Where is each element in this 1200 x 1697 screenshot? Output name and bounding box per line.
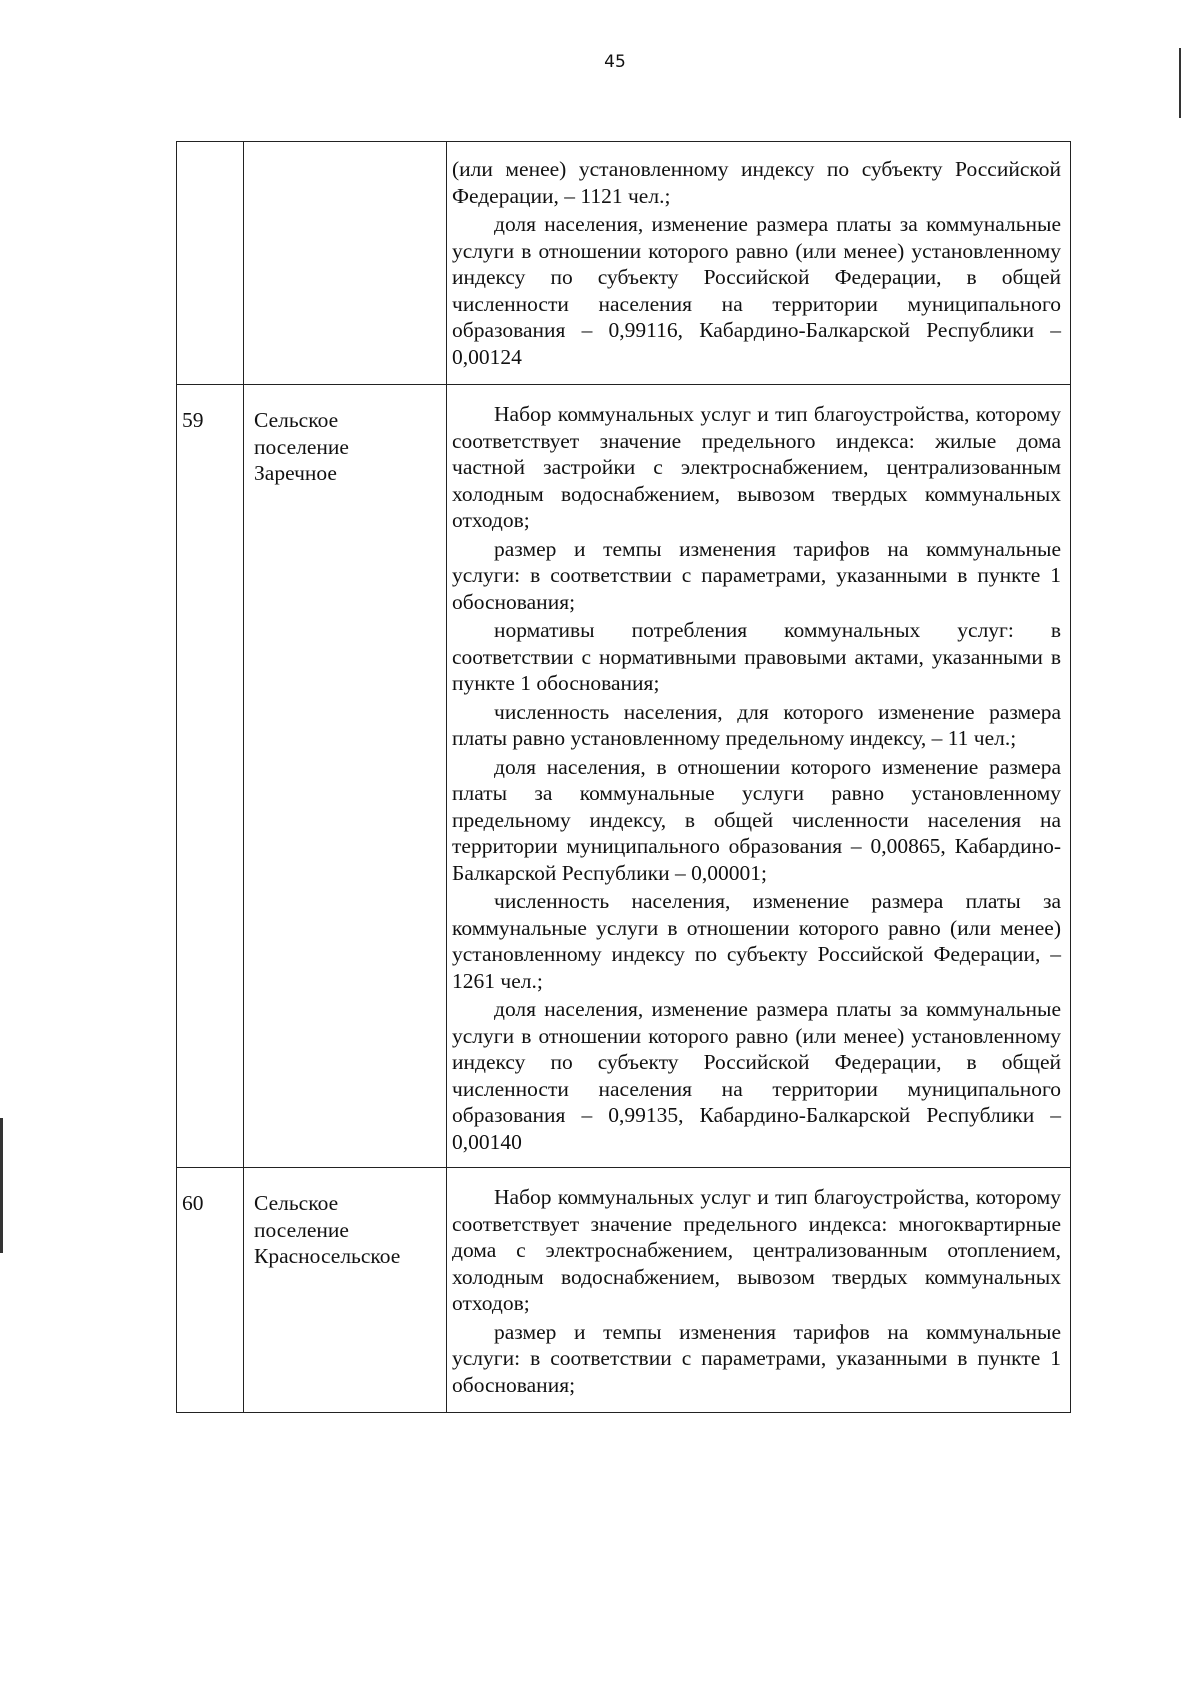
municipality-index-table	[176, 141, 1071, 1413]
municipality-name-cell	[244, 385, 447, 1168]
table-row	[177, 385, 1071, 1168]
municipality-name-line: Сельское	[254, 1191, 339, 1215]
row-number-cell: 60	[177, 1168, 244, 1413]
table-row	[177, 1168, 1071, 1413]
parameters-cell	[447, 1168, 1071, 1413]
parameter-paragraph: размер и темпы изменения тарифов на коммунальные услуги: в соответствии с параметрами, указанными в пункте 1 обоснования;	[452, 536, 1061, 614]
parameter-paragraph: нормативы потребления коммунальных услуг: в соответствии с нормативными правовыми актами, указанными в пункте 1 обоснования;	[452, 618, 1061, 695]
parameters-cell	[447, 142, 1071, 385]
parameter-paragraph: (или менее) установленному индексу по субъекту Российской Федерации, – 1121 чел.;	[452, 157, 1061, 208]
parameter-paragraph: доля населения, изменение размера платы за коммунальные услуги в отношении которого равно (или менее) установленному индексу по субъекту Российской Федерации, в общей численности населения на территории муниципального образования – 0,99135, Кабардино-Балкарской Республики – 0,00140	[452, 997, 1061, 1154]
table-row	[177, 142, 1071, 385]
municipality-name-line: Заречное	[254, 461, 337, 485]
parameters-cell	[447, 385, 1071, 1168]
parameter-paragraph: доля населения, изменение размера платы за коммунальные услуги в отношении которого равно (или менее) установленному индексу по субъекту Российской Федерации, в общей численности населения на территории муниципального образования – 0,99116, Кабардино-Балкарской Республики – 0,00124	[452, 212, 1061, 369]
row-number-cell: 59	[177, 385, 244, 1168]
municipality-name-line: Красносельское	[254, 1244, 401, 1268]
municipality-name-cell	[244, 1168, 447, 1413]
row-number-cell	[177, 142, 244, 385]
parameter-paragraph: размер и темпы изменения тарифов на коммунальные услуги: в соответствии с параметрами, указанными в пункте 1 обоснования;	[452, 1319, 1061, 1397]
parameter-paragraph: численность населения, для которого изменение размера платы равно установленному предельному индексу, – 11 чел.;	[452, 699, 1061, 750]
parameter-paragraph: численность населения, изменение размера платы за коммунальные услуги в отношении которого равно (или менее) установленному индексу по субъекту Российской Федерации, – 1261 чел.;	[452, 889, 1061, 993]
municipality-name-line: поселение	[254, 434, 349, 459]
parameter-paragraph: доля населения, в отношении которого изменение размера платы за коммунальные услуги равно установленному предельному индексу, в общей численности населения на территории муниципального образования – 0,00865, Кабардино-Балкарской Республики – 0,00001;	[452, 754, 1061, 885]
page-number: 45	[604, 52, 626, 72]
municipality-name-line: поселение	[254, 1217, 349, 1242]
scan-edge-mark-left	[0, 1118, 3, 1253]
parameter-paragraph: Набор коммунальных услуг и тип благоустройства, которому соответствует значение предельного индекса: многоквартирные дома с электроснабжением, централизованным отоплением, холодным водоснабжением, вывозом твердых коммунальных отходов;	[452, 1185, 1061, 1315]
scan-edge-mark-right	[1179, 48, 1181, 118]
municipality-name-line: Сельское	[254, 408, 339, 432]
parameter-paragraph: Набор коммунальных услуг и тип благоустройства, которому соответствует значение предельного индекса: жилые дома частной застройки с электроснабжением, централизованным холодным водоснабжением, вывозом твердых коммунальных отходов;	[452, 402, 1061, 532]
municipality-name-cell	[244, 142, 447, 385]
